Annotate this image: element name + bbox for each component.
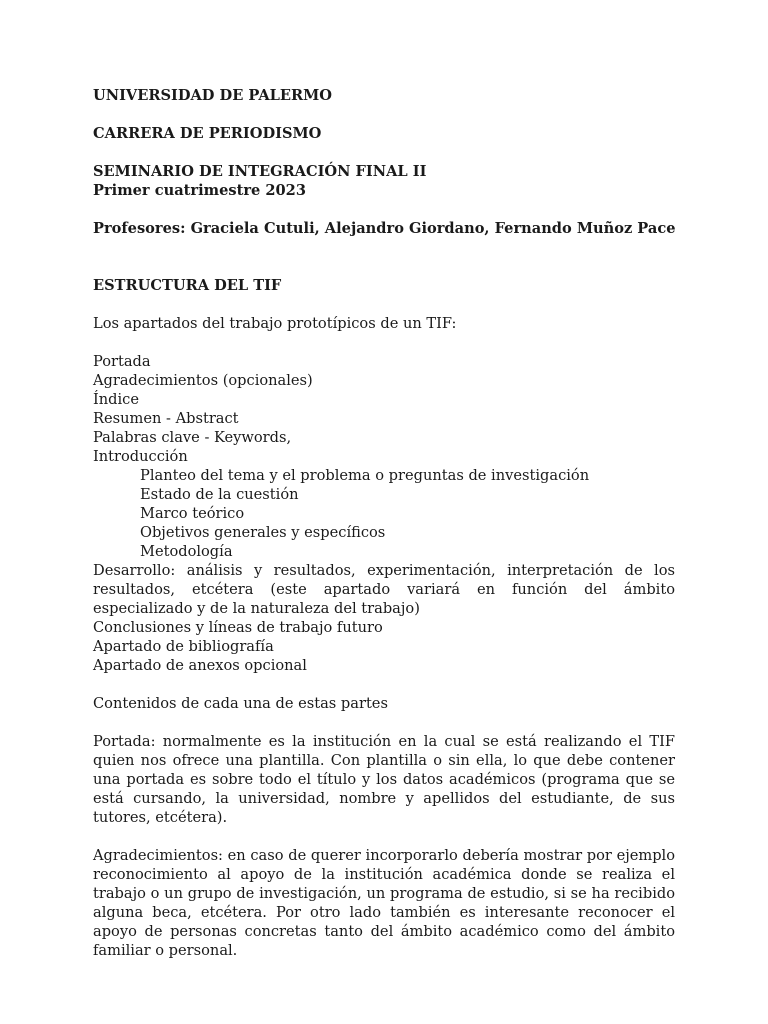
portada-paragraph: Portada: normalmente es la institución en la cual se está realizando el TIF quien nos ofrece una plantilla. Con plantilla o sin ella, lo que debe contener una portada es sobre todo el título y los datos académicos (programa que se está cursando, la universidad, nombre y apellidos del estudiante, de sus tutores, etcétera). [93, 733, 675, 826]
outline-item: Palabras clave - Keywords, [93, 429, 292, 446]
outline-item: Apartado de bibliografía [93, 638, 274, 655]
outline-subitem: Objetivos generales y específicos [140, 524, 386, 541]
outline-item: Apartado de anexos opcional [93, 657, 307, 674]
outline-subitem: Metodología [140, 543, 233, 560]
university-heading: UNIVERSIDAD DE PALERMO [93, 87, 333, 104]
outline-item: Portada [93, 353, 151, 370]
seminar-heading: SEMINARIO DE INTEGRACIÓN FINAL II [93, 163, 427, 180]
agradecimientos-paragraph: Agradecimientos: en caso de querer incorporarlo debería mostrar por ejemplo reconocimiento al apoyo de la institución académica donde se realiza el trabajo o un grupo de investigación, un programa de estudio, si se ha recibido alguna beca, etcétera. Por otro lado también es interesante reconocer el apoyo de personas concretas tanto del ámbito académico como del ámbito familiar o personal. [93, 847, 675, 959]
document-body [93, 86, 675, 960]
outline-development: Desarrollo: análisis y resultados, experimentación, interpretación de los resultados, etcétera (este apartado variará en función del ámbito especializado y de la naturaleza del trabajo) [93, 562, 675, 617]
outline-item: Introducción [93, 448, 188, 465]
outline-item: Agradecimientos (opcionales) [93, 372, 313, 389]
section-title: ESTRUCTURA DEL TIF [93, 277, 282, 294]
professors-line: Profesores: Graciela Cutuli, Alejandro Giordano, Fernando Muñoz Pace [93, 220, 676, 237]
outline-item: Índice [93, 391, 139, 408]
outline-list [93, 352, 675, 675]
section-intro: Los apartados del trabajo prototípicos de un TIF: [93, 315, 457, 332]
outline-subitem: Planteo del tema y el problema o preguntas de investigación [140, 467, 590, 484]
outline-item: Resumen - Abstract [93, 410, 239, 427]
term-heading: Primer cuatrimestre 2023 [93, 182, 306, 199]
outline-subitem: Estado de la cuestión [140, 486, 299, 503]
contents-heading: Contenidos de cada una de estas partes [93, 695, 388, 712]
outline-item: Conclusiones y líneas de trabajo futuro [93, 619, 383, 636]
outline-subitem: Marco teórico [140, 505, 245, 522]
career-heading: CARRERA DE PERIODISMO [93, 125, 322, 142]
